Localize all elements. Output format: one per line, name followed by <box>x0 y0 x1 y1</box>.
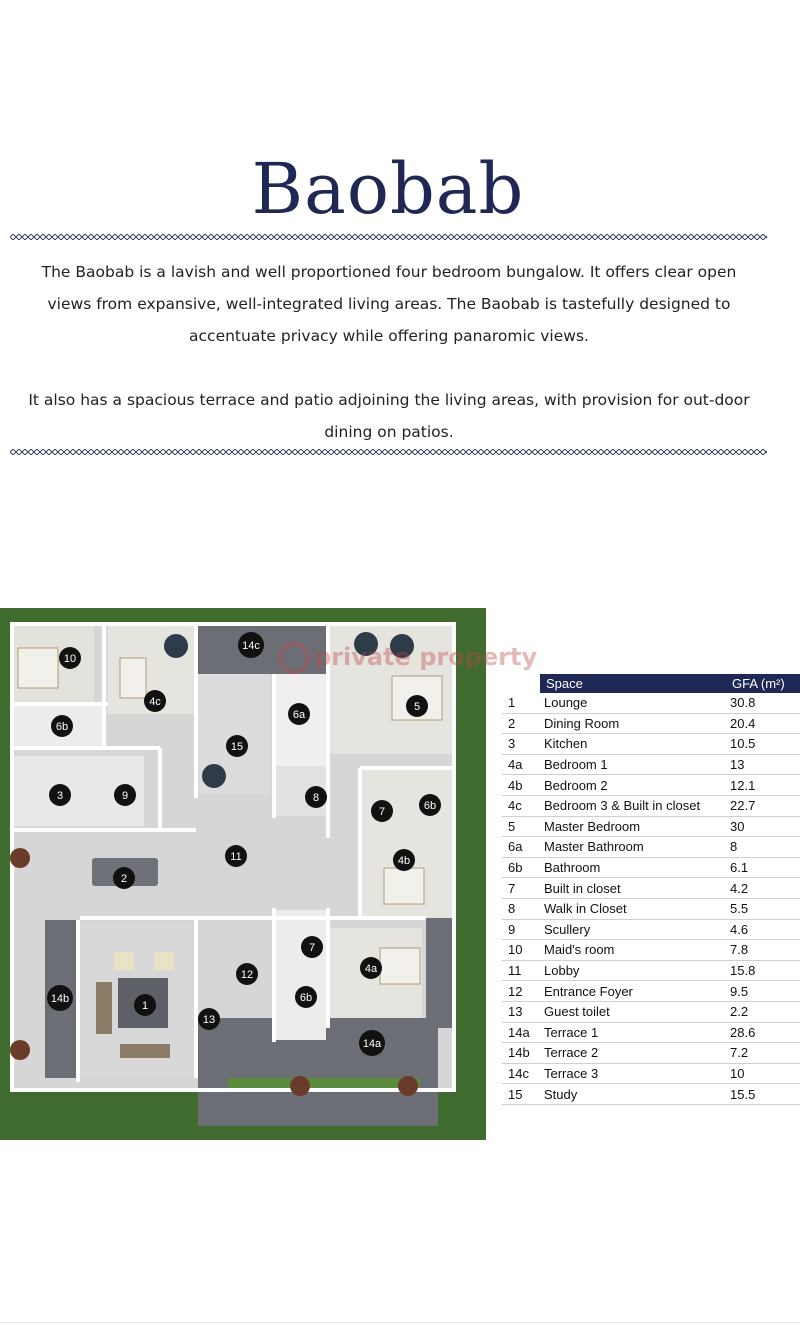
description <box>18 256 760 448</box>
row-number: 4b <box>502 775 540 796</box>
room-marker-label: 6b <box>423 800 437 812</box>
row-space: Bedroom 2 <box>540 775 726 796</box>
room-marker-label: 8 <box>312 792 320 804</box>
row-gfa: 7.8 <box>726 940 800 961</box>
table-row <box>502 1022 800 1043</box>
row-space: Master Bathroom <box>540 837 726 858</box>
row-gfa: 22.7 <box>726 795 800 816</box>
row-space: Lounge <box>540 693 726 713</box>
chair-4 <box>202 764 226 788</box>
shrub-4 <box>398 1076 418 1096</box>
row-space: Lobby <box>540 960 726 981</box>
row-space: Walk in Closet <box>540 898 726 919</box>
page-title: Baobab <box>251 148 525 230</box>
table-row <box>502 754 800 775</box>
divider-bottom <box>10 449 767 455</box>
room-marker-label: 13 <box>202 1014 216 1026</box>
row-space: Maid's room <box>540 940 726 961</box>
private-property-logo-icon <box>278 642 310 674</box>
table-row <box>502 1063 800 1084</box>
table-row <box>502 898 800 919</box>
row-gfa: 4.6 <box>726 919 800 940</box>
room-marker-label: 11 <box>230 851 242 863</box>
table-row <box>502 713 800 734</box>
description-paragraph-1: The Baobab is a lavish and well proportioned four bedroom bungalow. It offers clear open views from expansive, well-integrated living areas. The Baobab is tastefully designed to accentuate privacy while offering panaromic views. <box>41 263 737 345</box>
maid-bed-furniture <box>18 648 58 688</box>
room-marker-label: 14c <box>242 640 260 652</box>
row-gfa: 15.5 <box>726 1084 800 1105</box>
row-number: 6a <box>502 837 540 858</box>
row-space: Built in closet <box>540 878 726 899</box>
table-row <box>502 1043 800 1064</box>
table-row <box>502 795 800 816</box>
shrub-2 <box>10 1040 30 1060</box>
row-space: Master Bedroom <box>540 816 726 837</box>
row-number: 14a <box>502 1022 540 1043</box>
row-space: Terrace 1 <box>540 1022 726 1043</box>
row-number: 12 <box>502 981 540 1002</box>
row-number: 9 <box>502 919 540 940</box>
table-row <box>502 837 800 858</box>
room-marker-label: 9 <box>121 790 129 802</box>
room-marker-label: 2 <box>120 873 128 885</box>
row-space: Bedroom 1 <box>540 754 726 775</box>
room-marker-label: 7 <box>308 942 316 954</box>
row-gfa: 7.2 <box>726 1043 800 1064</box>
row-gfa: 13 <box>726 754 800 775</box>
room-marker-label: 4b <box>397 855 411 867</box>
table-row <box>502 981 800 1002</box>
room-marker-label: 7 <box>378 806 386 818</box>
table-row <box>502 693 800 713</box>
row-gfa: 12.1 <box>726 775 800 796</box>
table-row <box>502 816 800 837</box>
bottom-rule <box>0 1322 800 1323</box>
row-space: Terrace 2 <box>540 1043 726 1064</box>
table-row <box>502 857 800 878</box>
row-number: 10 <box>502 940 540 961</box>
row-number: 4c <box>502 795 540 816</box>
floor-plan <box>0 608 486 1140</box>
row-gfa: 30.8 <box>726 693 800 713</box>
row-space: Dining Room <box>540 713 726 734</box>
shrub-3 <box>290 1076 310 1096</box>
row-number: 7 <box>502 878 540 899</box>
header-space: Space <box>540 674 726 693</box>
room-marker-label: 1 <box>141 1000 149 1012</box>
row-gfa: 10.5 <box>726 734 800 755</box>
row-space: Terrace 3 <box>540 1063 726 1084</box>
room-bath-6b-b <box>276 910 326 1040</box>
table-row <box>502 960 800 981</box>
row-gfa: 10 <box>726 1063 800 1084</box>
header-gfa: GFA (m²) <box>726 674 800 693</box>
room-marker-label: 3 <box>56 790 64 802</box>
table-row <box>502 940 800 961</box>
watermark-text: private property <box>314 643 538 671</box>
room-marker-label: 14a <box>362 1038 382 1050</box>
bed3-furniture <box>120 658 146 698</box>
room-marker-label: 12 <box>240 969 254 981</box>
row-gfa: 9.5 <box>726 981 800 1002</box>
row-number: 6b <box>502 857 540 878</box>
row-gfa: 4.2 <box>726 878 800 899</box>
row-number: 14b <box>502 1043 540 1064</box>
row-number: 11 <box>502 960 540 981</box>
sofa-left <box>96 982 112 1034</box>
row-number: 3 <box>502 734 540 755</box>
row-space: Bedroom 3 & Built in closet <box>540 795 726 816</box>
bed1-furniture <box>380 948 420 984</box>
room-marker-label: 4a <box>364 963 378 975</box>
row-number: 5 <box>502 816 540 837</box>
row-space: Entrance Foyer <box>540 981 726 1002</box>
table-row <box>502 919 800 940</box>
armchair-2 <box>154 952 174 970</box>
row-gfa: 28.6 <box>726 1022 800 1043</box>
table-row <box>502 878 800 899</box>
sofa-bottom <box>120 1044 170 1058</box>
room-marker-label: 6b <box>299 992 313 1004</box>
divider-top <box>10 234 767 240</box>
row-number: 13 <box>502 1001 540 1022</box>
row-gfa: 2.2 <box>726 1001 800 1022</box>
header-number <box>502 674 540 693</box>
row-gfa: 15.8 <box>726 960 800 981</box>
room-marker-label: 6a <box>292 709 306 721</box>
room-marker-label: 5 <box>413 701 421 713</box>
row-number: 8 <box>502 898 540 919</box>
gfa-table <box>502 674 800 1105</box>
row-space: Study <box>540 1084 726 1105</box>
room-marker-label: 4c <box>149 696 161 708</box>
row-gfa: 8 <box>726 837 800 858</box>
room-marker-label: 15 <box>230 741 244 753</box>
row-gfa: 30 <box>726 816 800 837</box>
row-gfa: 6.1 <box>726 857 800 878</box>
table-row <box>502 775 800 796</box>
row-space: Kitchen <box>540 734 726 755</box>
row-number: 15 <box>502 1084 540 1105</box>
table-row <box>502 1001 800 1022</box>
room-marker-label: 6b <box>55 721 69 733</box>
row-gfa: 20.4 <box>726 713 800 734</box>
armchair-1 <box>114 952 134 970</box>
table-row <box>502 734 800 755</box>
table-header-row <box>502 674 800 693</box>
room-marker-label: 14b <box>50 993 70 1005</box>
row-number: 4a <box>502 754 540 775</box>
table-row <box>502 1084 800 1105</box>
row-space: Guest toilet <box>540 1001 726 1022</box>
chair-1 <box>164 634 188 658</box>
row-number: 2 <box>502 713 540 734</box>
row-gfa: 5.5 <box>726 898 800 919</box>
watermark <box>278 642 537 674</box>
row-space: Scullery <box>540 919 726 940</box>
shrub-1 <box>10 848 30 868</box>
row-number: 14c <box>502 1063 540 1084</box>
terrace-side <box>426 918 456 1028</box>
room-marker-label: 10 <box>63 653 77 665</box>
description-paragraph-2: It also has a spacious terrace and patio adjoining the living areas, with provision for out-door dining on patios. <box>28 391 750 441</box>
bed2-furniture <box>384 868 424 904</box>
row-space: Bathroom <box>540 857 726 878</box>
row-number: 1 <box>502 693 540 713</box>
